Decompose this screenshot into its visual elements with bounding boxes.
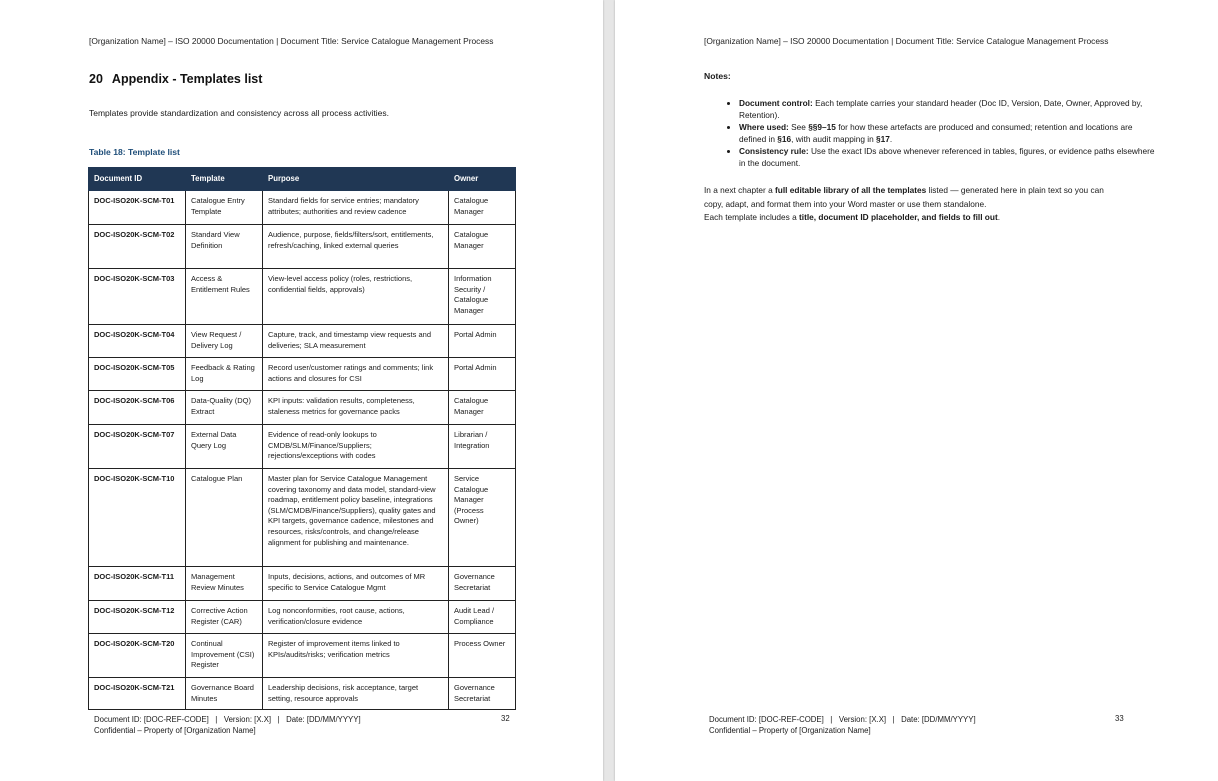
table-caption: Table 18: Template list <box>89 147 180 157</box>
template-table <box>88 167 516 710</box>
text-run: Each template includes a <box>704 212 797 222</box>
cell-document-id: DOC-ISO20K-SCM-T02 <box>89 225 186 269</box>
cell-owner: Service Catalogue Manager (Process Owner) <box>449 469 516 567</box>
col-header-document-id: Document ID <box>89 168 186 191</box>
text-run: . <box>997 212 1001 222</box>
cell-document-id: DOC-ISO20K-SCM-T12 <box>89 601 186 634</box>
cell-template: Standard View Definition <box>186 225 263 269</box>
table-row <box>89 225 516 269</box>
cell-owner: Catalogue Manager <box>449 225 516 269</box>
section-ref: §17 <box>876 134 890 144</box>
cell-document-id: DOC-ISO20K-SCM-T04 <box>89 325 186 358</box>
note-text: . <box>889 134 893 144</box>
table-header-row <box>89 168 516 191</box>
note-text: , with audit mapping in <box>791 134 874 144</box>
note-text: Each template carries your standard header (Doc ID, Version, Date, Owner, Approved by, Retention). <box>739 98 1143 120</box>
cell-purpose: Master plan for Service Catalogue Management covering taxonomy and data model, standard-view roadmap, entitlement policy baseline, integrations (SLM/CMDB/Finance/Suppliers), quality gates and KPI targets, governance cadence, milestones and resources, risks/controls, and change/release alignment for publishing and maintenance. <box>263 469 449 567</box>
col-header-template: Template <box>186 168 263 191</box>
text-run: In a next chapter a <box>704 185 773 195</box>
cell-purpose: Record user/customer ratings and comments; link actions and closures for CSI <box>263 358 449 391</box>
cell-purpose: Leadership decisions, risk acceptance, target setting, resource approvals <box>263 678 449 710</box>
note-text: Use the exact IDs above whenever referenced in tables, figures, or evidence paths elsewhere in the document. <box>739 146 1155 168</box>
note-label: Where used: <box>739 122 789 132</box>
cell-template: Management Review Minutes <box>186 567 263 601</box>
section-ref: §§9–15 <box>808 122 836 132</box>
cell-document-id: DOC-ISO20K-SCM-T07 <box>89 425 186 469</box>
page-footer <box>709 714 976 736</box>
cell-owner: Information Security / Catalogue Manager <box>449 269 516 325</box>
cell-template: Data-Quality (DQ) Extract <box>186 391 263 425</box>
section-heading <box>89 72 262 86</box>
cell-owner: Process Owner <box>449 634 516 678</box>
bold-run: title, document ID placeholder, and fields to fill out <box>799 212 998 222</box>
section-title: Appendix - Templates list <box>111 72 263 86</box>
cell-purpose: Standard fields for service entries; mandatory attributes; authorities and review cadence <box>263 191 449 225</box>
note-label: Document control: <box>739 98 813 108</box>
cell-template: View Request / Delivery Log <box>186 325 263 358</box>
cell-owner: Portal Admin <box>449 358 516 391</box>
cell-purpose: View-level access policy (roles, restrictions, confidential fields, approvals) <box>263 269 449 325</box>
table-row <box>89 325 516 358</box>
page-number: 33 <box>1115 714 1124 723</box>
col-header-owner: Owner <box>449 168 516 191</box>
table-row <box>89 391 516 425</box>
footer-doc-info: Document ID: [DOC-REF-CODE] | Version: [X.X] | Date: [DD/MM/YYYY] <box>709 715 976 724</box>
cell-template: Catalogue Entry Template <box>186 191 263 225</box>
note-text: for how these artefacts are produced and consumed; retention and locations are defined in <box>739 122 1133 144</box>
bold-run: full editable library of all the templates <box>775 185 927 195</box>
cell-owner: Librarian / Integration <box>449 425 516 469</box>
closing-paragraph-1 <box>704 184 1124 211</box>
cell-document-id: DOC-ISO20K-SCM-T03 <box>89 269 186 325</box>
cell-owner: Portal Admin <box>449 325 516 358</box>
intro-paragraph: Templates provide standardization and consistency across all process activities. <box>89 108 390 118</box>
cell-owner: Audit Lead / Compliance <box>449 601 516 634</box>
cell-template: Catalogue Plan <box>186 469 263 567</box>
document-page-32 <box>0 0 603 781</box>
cell-template: Access & Entitlement Rules <box>186 269 263 325</box>
cell-purpose: Evidence of read-only lookups to CMDB/SLM/Finance/Suppliers; rejections/exceptions with codes <box>263 425 449 469</box>
text-run: listed — generated here in plain text so you can copy, adapt, and format them into your Word master or use them standalone. <box>704 185 1104 209</box>
cell-owner: Governance Secretariat <box>449 678 516 710</box>
table-row <box>89 634 516 678</box>
cell-purpose: Register of improvement items linked to KPIs/audits/risks; verification metrics <box>263 634 449 678</box>
table-row <box>89 358 516 391</box>
notes-heading: Notes: <box>704 71 731 81</box>
cell-template: Governance Board Minutes <box>186 678 263 710</box>
cell-template: Corrective Action Register (CAR) <box>186 601 263 634</box>
cell-purpose: Log nonconformities, root cause, actions, verification/closure evidence <box>263 601 449 634</box>
footer-doc-info: Document ID: [DOC-REF-CODE] | Version: [X.X] | Date: [DD/MM/YYYY] <box>94 715 361 724</box>
cell-document-id: DOC-ISO20K-SCM-T06 <box>89 391 186 425</box>
cell-template: Continual Improvement (CSI) Register <box>186 634 263 678</box>
note-label: Consistency rule: <box>739 146 809 156</box>
cell-template: External Data Query Log <box>186 425 263 469</box>
footer-confidential: Confidential – Property of [Organization Name] <box>94 726 256 735</box>
cell-purpose: Audience, purpose, fields/filters/sort, entitlements, refresh/caching, linked external queries <box>263 225 449 269</box>
section-number: 20 <box>89 72 103 86</box>
cell-document-id: DOC-ISO20K-SCM-T05 <box>89 358 186 391</box>
table-row <box>89 678 516 710</box>
cell-owner: Catalogue Manager <box>449 191 516 225</box>
page-footer <box>94 714 361 736</box>
page-number: 32 <box>501 714 510 723</box>
note-text: See <box>791 122 806 132</box>
col-header-purpose: Purpose <box>263 168 449 191</box>
cell-owner: Governance Secretariat <box>449 567 516 601</box>
list-item <box>739 97 1159 121</box>
cell-document-id: DOC-ISO20K-SCM-T11 <box>89 567 186 601</box>
table-row <box>89 425 516 469</box>
cell-purpose: Inputs, decisions, actions, and outcomes of MR specific to Service Catalogue Mgmt <box>263 567 449 601</box>
closing-paragraph-2 <box>704 211 1124 225</box>
cell-template: Feedback & Rating Log <box>186 358 263 391</box>
document-page-33 <box>615 0 1218 781</box>
footer-confidential: Confidential – Property of [Organization Name] <box>709 726 871 735</box>
cell-purpose: Capture, track, and timestamp view requests and deliveries; SLA measurement <box>263 325 449 358</box>
cell-purpose: KPI inputs: validation results, completeness, staleness metrics for governance packs <box>263 391 449 425</box>
table-row <box>89 601 516 634</box>
closing-paragraphs <box>704 184 1124 225</box>
cell-document-id: DOC-ISO20K-SCM-T21 <box>89 678 186 710</box>
notes-list <box>704 97 1159 169</box>
list-item <box>739 121 1159 145</box>
cell-document-id: DOC-ISO20K-SCM-T10 <box>89 469 186 567</box>
page-header: [Organization Name] – ISO 20000 Documentation | Document Title: Service Catalogue Management Process <box>89 36 494 46</box>
cell-document-id: DOC-ISO20K-SCM-T20 <box>89 634 186 678</box>
table-row <box>89 191 516 225</box>
list-item <box>739 145 1159 169</box>
page-header: [Organization Name] – ISO 20000 Documentation | Document Title: Service Catalogue Management Process <box>704 36 1109 46</box>
cell-owner: Catalogue Manager <box>449 391 516 425</box>
table-row <box>89 567 516 601</box>
table-row <box>89 469 516 567</box>
table-row <box>89 269 516 325</box>
cell-document-id: DOC-ISO20K-SCM-T01 <box>89 191 186 225</box>
section-ref: §16 <box>777 134 792 144</box>
